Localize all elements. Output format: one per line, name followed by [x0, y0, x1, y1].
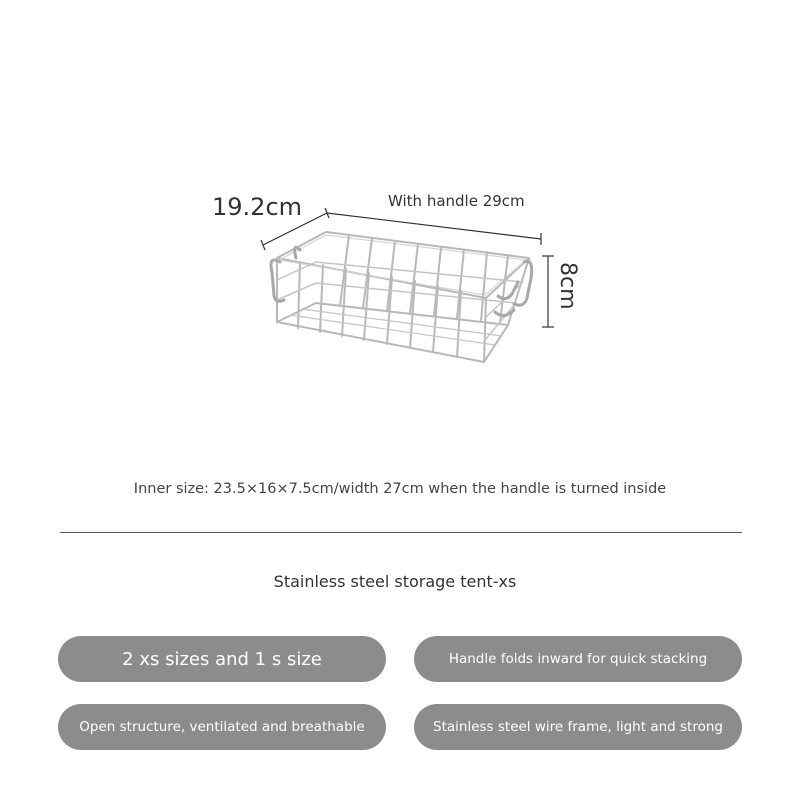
length-dimension-label: With handle 29cm [388, 192, 525, 210]
height-dimension-label: 8cm [555, 262, 580, 310]
basket-wireframe [271, 232, 532, 362]
section-divider [60, 532, 742, 533]
feature-pill-ventilated: Open structure, ventilated and breathable [58, 704, 386, 750]
feature-pill-sizes: 2 xs sizes and 1 s size [58, 636, 386, 682]
product-name: Stainless steel storage tent-xs [273, 572, 517, 591]
height-dimension-line [542, 256, 554, 327]
inner-size-text: Inner size: 23.5×16×7.5cm/width 27cm when the handle is turned inside [133, 481, 667, 497]
feature-pill-frame: Stainless steel wire frame, light and strong [414, 704, 742, 750]
width-dimension-label: 19.2cm [212, 193, 303, 221]
length-dimension-line [327, 213, 541, 245]
feature-pill-handle: Handle folds inward for quick stacking [414, 636, 742, 682]
